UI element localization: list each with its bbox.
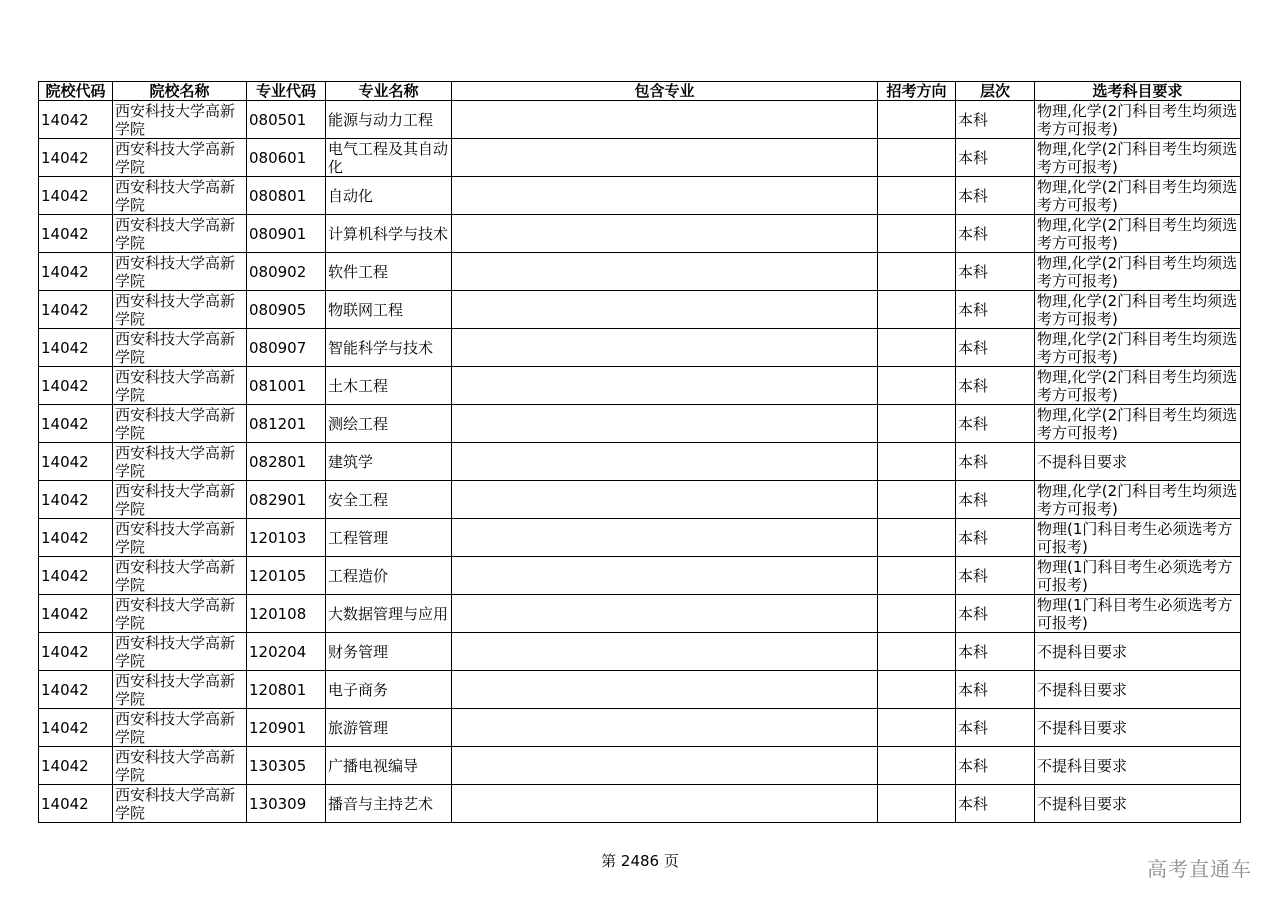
- cell-school-code: 14042: [39, 253, 113, 291]
- table-row: [39, 139, 1241, 177]
- cell-major-name: 工程管理: [326, 519, 452, 557]
- cell-subject-requirement: 物理(1门科目考生必须选考方可报考): [1035, 557, 1241, 595]
- cell-subject-requirement: 物理,化学(2门科目考生均须选考方可报考): [1035, 177, 1241, 215]
- table-row: [39, 101, 1241, 139]
- cell-school-code: 14042: [39, 101, 113, 139]
- cell-major-name: 广播电视编导: [326, 747, 452, 785]
- cell-included-majors: [452, 367, 878, 405]
- cell-subject-requirement: 物理,化学(2门科目考生均须选考方可报考): [1035, 139, 1241, 177]
- cell-direction: [878, 329, 956, 367]
- cell-school-name: 西安科技大学高新学院: [113, 519, 247, 557]
- cell-subject-requirement: 物理,化学(2门科目考生均须选考方可报考): [1035, 215, 1241, 253]
- cell-major-code: 080801: [247, 177, 326, 215]
- cell-direction: [878, 101, 956, 139]
- cell-level: 本科: [956, 481, 1035, 519]
- cell-included-majors: [452, 595, 878, 633]
- cell-major-name: 测绘工程: [326, 405, 452, 443]
- table-row: [39, 215, 1241, 253]
- cell-included-majors: [452, 101, 878, 139]
- cell-included-majors: [452, 633, 878, 671]
- cell-school-name: 西安科技大学高新学院: [113, 329, 247, 367]
- table-row: [39, 291, 1241, 329]
- col-header-subject-requirement: 选考科目要求: [1035, 82, 1241, 101]
- table-row: [39, 481, 1241, 519]
- cell-level: 本科: [956, 215, 1035, 253]
- cell-direction: [878, 747, 956, 785]
- cell-school-name: 西安科技大学高新学院: [113, 633, 247, 671]
- table-row: [39, 633, 1241, 671]
- cell-level: 本科: [956, 519, 1035, 557]
- table-row: [39, 519, 1241, 557]
- table-row: [39, 443, 1241, 481]
- admissions-table: [38, 81, 1241, 823]
- table-row: [39, 747, 1241, 785]
- cell-school-code: 14042: [39, 291, 113, 329]
- cell-included-majors: [452, 215, 878, 253]
- col-header-school-name: 院校名称: [113, 82, 247, 101]
- cell-school-name: 西安科技大学高新学院: [113, 177, 247, 215]
- col-header-included-majors: 包含专业: [452, 82, 878, 101]
- cell-subject-requirement: 物理,化学(2门科目考生均须选考方可报考): [1035, 367, 1241, 405]
- cell-school-name: 西安科技大学高新学院: [113, 443, 247, 481]
- cell-direction: [878, 595, 956, 633]
- table-row: [39, 785, 1241, 823]
- cell-major-name: 自动化: [326, 177, 452, 215]
- cell-level: 本科: [956, 747, 1035, 785]
- cell-school-name: 西安科技大学高新学院: [113, 557, 247, 595]
- cell-major-name: 土木工程: [326, 367, 452, 405]
- cell-subject-requirement: 物理,化学(2门科目考生均须选考方可报考): [1035, 481, 1241, 519]
- cell-direction: [878, 785, 956, 823]
- cell-major-name: 财务管理: [326, 633, 452, 671]
- cell-school-name: 西安科技大学高新学院: [113, 747, 247, 785]
- cell-level: 本科: [956, 329, 1035, 367]
- watermark-logo-text: 高考直通车: [1147, 857, 1252, 881]
- cell-included-majors: [452, 443, 878, 481]
- cell-subject-requirement: 物理,化学(2门科目考生均须选考方可报考): [1035, 253, 1241, 291]
- cell-major-name: 工程造价: [326, 557, 452, 595]
- cell-school-code: 14042: [39, 177, 113, 215]
- cell-major-name: 物联网工程: [326, 291, 452, 329]
- cell-major-code: 120801: [247, 671, 326, 709]
- header-row: [39, 82, 1241, 101]
- cell-major-name: 软件工程: [326, 253, 452, 291]
- cell-school-name: 西安科技大学高新学院: [113, 367, 247, 405]
- cell-direction: [878, 139, 956, 177]
- page-number: 第 2486 页: [601, 852, 679, 870]
- cell-school-name: 西安科技大学高新学院: [113, 215, 247, 253]
- cell-included-majors: [452, 519, 878, 557]
- cell-school-name: 西安科技大学高新学院: [113, 405, 247, 443]
- cell-major-name: 大数据管理与应用: [326, 595, 452, 633]
- cell-school-code: 14042: [39, 481, 113, 519]
- cell-major-name: 安全工程: [326, 481, 452, 519]
- cell-level: 本科: [956, 177, 1035, 215]
- cell-major-name: 旅游管理: [326, 709, 452, 747]
- cell-direction: [878, 291, 956, 329]
- col-header-major-name: 专业名称: [326, 82, 452, 101]
- cell-school-name: 西安科技大学高新学院: [113, 709, 247, 747]
- cell-major-code: 120901: [247, 709, 326, 747]
- col-header-level: 层次: [956, 82, 1035, 101]
- cell-subject-requirement: 不提科目要求: [1035, 633, 1241, 671]
- table-row: [39, 177, 1241, 215]
- cell-school-name: 西安科技大学高新学院: [113, 291, 247, 329]
- cell-major-code: 080905: [247, 291, 326, 329]
- cell-direction: [878, 177, 956, 215]
- cell-level: 本科: [956, 443, 1035, 481]
- cell-direction: [878, 367, 956, 405]
- cell-included-majors: [452, 481, 878, 519]
- cell-subject-requirement: 不提科目要求: [1035, 443, 1241, 481]
- cell-direction: [878, 557, 956, 595]
- cell-major-code: 082901: [247, 481, 326, 519]
- col-header-major-code: 专业代码: [247, 82, 326, 101]
- cell-level: 本科: [956, 671, 1035, 709]
- cell-major-code: 080901: [247, 215, 326, 253]
- cell-included-majors: [452, 329, 878, 367]
- col-header-school-code: 院校代码: [39, 82, 113, 101]
- cell-level: 本科: [956, 405, 1035, 443]
- cell-level: 本科: [956, 291, 1035, 329]
- cell-direction: [878, 671, 956, 709]
- cell-direction: [878, 519, 956, 557]
- cell-major-code: 130309: [247, 785, 326, 823]
- cell-level: 本科: [956, 633, 1035, 671]
- cell-level: 本科: [956, 709, 1035, 747]
- cell-direction: [878, 443, 956, 481]
- cell-school-name: 西安科技大学高新学院: [113, 671, 247, 709]
- cell-major-code: 080601: [247, 139, 326, 177]
- cell-major-code: 081001: [247, 367, 326, 405]
- cell-school-name: 西安科技大学高新学院: [113, 253, 247, 291]
- cell-major-name: 播音与主持艺术: [326, 785, 452, 823]
- cell-level: 本科: [956, 557, 1035, 595]
- cell-major-code: 082801: [247, 443, 326, 481]
- cell-school-name: 西安科技大学高新学院: [113, 101, 247, 139]
- cell-school-code: 14042: [39, 709, 113, 747]
- cell-school-code: 14042: [39, 557, 113, 595]
- cell-level: 本科: [956, 367, 1035, 405]
- cell-major-code: 080902: [247, 253, 326, 291]
- cell-school-code: 14042: [39, 367, 113, 405]
- cell-major-name: 建筑学: [326, 443, 452, 481]
- cell-school-code: 14042: [39, 139, 113, 177]
- table-row: [39, 329, 1241, 367]
- cell-major-name: 电气工程及其自动化: [326, 139, 452, 177]
- cell-included-majors: [452, 405, 878, 443]
- cell-school-code: 14042: [39, 633, 113, 671]
- cell-direction: [878, 709, 956, 747]
- cell-subject-requirement: 物理(1门科目考生必须选考方可报考): [1035, 595, 1241, 633]
- cell-school-code: 14042: [39, 595, 113, 633]
- cell-school-code: 14042: [39, 405, 113, 443]
- cell-included-majors: [452, 139, 878, 177]
- cell-school-name: 西安科技大学高新学院: [113, 139, 247, 177]
- cell-direction: [878, 253, 956, 291]
- cell-major-code: 120103: [247, 519, 326, 557]
- cell-level: 本科: [956, 101, 1035, 139]
- cell-direction: [878, 405, 956, 443]
- cell-major-name: 能源与动力工程: [326, 101, 452, 139]
- cell-major-name: 计算机科学与技术: [326, 215, 452, 253]
- cell-school-name: 西安科技大学高新学院: [113, 785, 247, 823]
- cell-major-code: 130305: [247, 747, 326, 785]
- cell-included-majors: [452, 253, 878, 291]
- cell-major-name: 智能科学与技术: [326, 329, 452, 367]
- table-body: [39, 101, 1241, 823]
- table-row: [39, 709, 1241, 747]
- cell-level: 本科: [956, 595, 1035, 633]
- cell-direction: [878, 481, 956, 519]
- cell-school-code: 14042: [39, 747, 113, 785]
- cell-school-code: 14042: [39, 329, 113, 367]
- cell-school-name: 西安科技大学高新学院: [113, 481, 247, 519]
- cell-included-majors: [452, 785, 878, 823]
- cell-included-majors: [452, 557, 878, 595]
- table-row: [39, 671, 1241, 709]
- cell-major-name: 电子商务: [326, 671, 452, 709]
- cell-school-code: 14042: [39, 215, 113, 253]
- cell-subject-requirement: 不提科目要求: [1035, 671, 1241, 709]
- cell-direction: [878, 215, 956, 253]
- cell-direction: [878, 633, 956, 671]
- cell-subject-requirement: 物理,化学(2门科目考生均须选考方可报考): [1035, 329, 1241, 367]
- table-row: [39, 367, 1241, 405]
- cell-included-majors: [452, 709, 878, 747]
- cell-major-code: 081201: [247, 405, 326, 443]
- cell-school-code: 14042: [39, 443, 113, 481]
- cell-major-code: 120105: [247, 557, 326, 595]
- table-row: [39, 405, 1241, 443]
- cell-major-code: 120204: [247, 633, 326, 671]
- cell-level: 本科: [956, 253, 1035, 291]
- cell-included-majors: [452, 671, 878, 709]
- cell-major-code: 080907: [247, 329, 326, 367]
- cell-included-majors: [452, 291, 878, 329]
- cell-level: 本科: [956, 785, 1035, 823]
- table-row: [39, 557, 1241, 595]
- cell-subject-requirement: 物理,化学(2门科目考生均须选考方可报考): [1035, 405, 1241, 443]
- cell-school-code: 14042: [39, 519, 113, 557]
- cell-school-code: 14042: [39, 785, 113, 823]
- table-row: [39, 253, 1241, 291]
- cell-level: 本科: [956, 139, 1035, 177]
- cell-subject-requirement: 物理,化学(2门科目考生均须选考方可报考): [1035, 291, 1241, 329]
- cell-subject-requirement: 不提科目要求: [1035, 747, 1241, 785]
- cell-subject-requirement: 不提科目要求: [1035, 709, 1241, 747]
- table-row: [39, 595, 1241, 633]
- cell-subject-requirement: 物理,化学(2门科目考生均须选考方可报考): [1035, 101, 1241, 139]
- cell-school-name: 西安科技大学高新学院: [113, 595, 247, 633]
- cell-included-majors: [452, 747, 878, 785]
- cell-major-code: 120108: [247, 595, 326, 633]
- cell-major-code: 080501: [247, 101, 326, 139]
- cell-school-code: 14042: [39, 671, 113, 709]
- cell-subject-requirement: 不提科目要求: [1035, 785, 1241, 823]
- col-header-direction: 招考方向: [878, 82, 956, 101]
- cell-subject-requirement: 物理(1门科目考生必须选考方可报考): [1035, 519, 1241, 557]
- cell-included-majors: [452, 177, 878, 215]
